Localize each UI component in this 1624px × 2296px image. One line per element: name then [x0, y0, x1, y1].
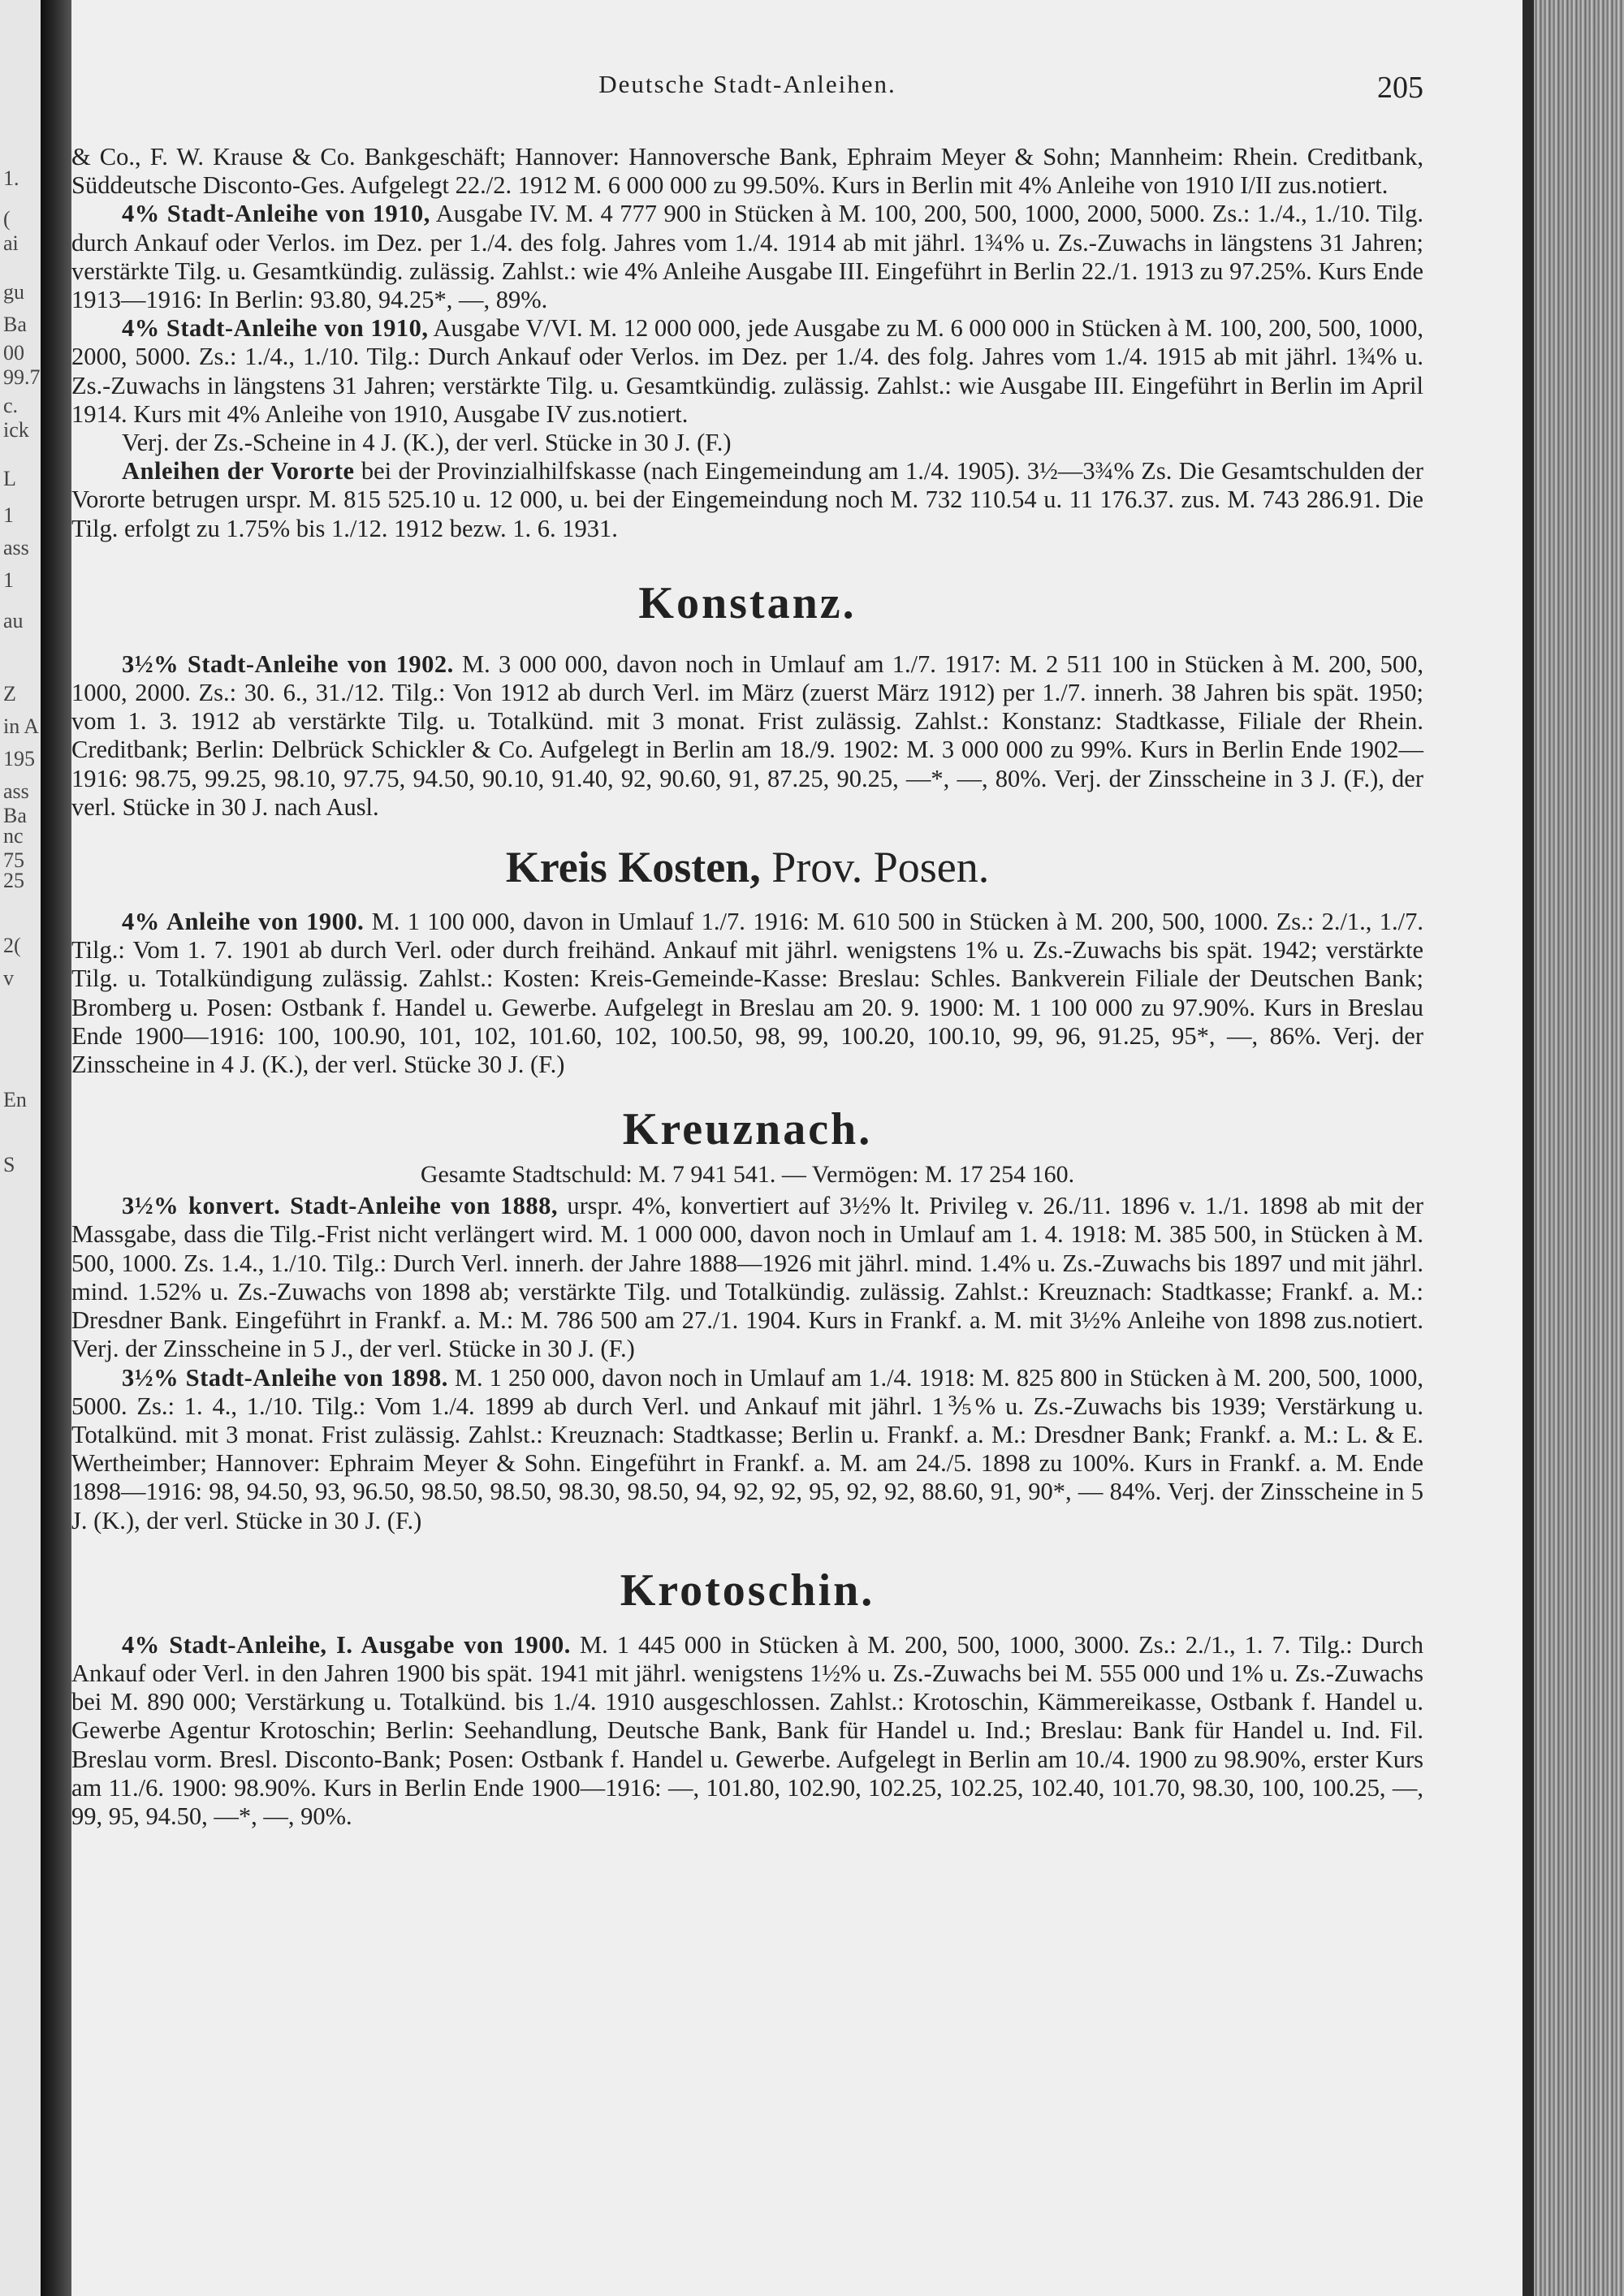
left-page-fragment: 1 — [3, 568, 14, 592]
entry-lead: 4% Stadt-Anleihe, I. Ausgabe von 1900. — [122, 1630, 571, 1659]
kreis-heading — [71, 841, 1423, 893]
left-page-fragment: 195 — [3, 747, 35, 770]
kreis-heading-bold: Kreis Kosten, — [505, 843, 761, 892]
left-page-fragment: 2( — [3, 934, 21, 957]
entry-paragraph — [71, 1631, 1423, 1831]
entry-lead: 3½% konvert. Stadt-Anleihe von 1888, — [122, 1192, 559, 1220]
left-page-fragment: En — [3, 1088, 27, 1111]
left-page-fragment: ass — [3, 536, 29, 559]
entry-paragraph — [71, 650, 1423, 822]
left-page-fragment: Ba — [3, 313, 27, 336]
entry-text: bei der Provinzialhilfskasse (nach Eingemeindung am 1./4. 1905). 3½—3¾% Zs. Die Gesamtschulden der Vororte betrugen urspr. M. 815 525.10 u. 12 000, u. bei der Eingemeindung noch M. 732 110.54 u. 11 176.37. zus. M. 743 286.91. Die Tilg. erfolgt zu 1.75% bis 1./12. 1912 bezw. 1. 6. 1931. — [71, 457, 1423, 542]
entry-text: Ausgabe IV. M. 4 777 900 in Stücken à M. 100, 200, 500, 1000, 2000, 5000. Zs.: 1./4., 1./10. Tilg. durch Ankauf oder Verlos. im Dez. per 1./4. des folg. Jahres vom 1./4. 1914 ab mit jährl. 1¾% u. Zs.-Zuwachs in längstens 31 Jahren; verstärkte Tilg. u. Gesamtkündig. zulässig. Zahlst.: wie 4% Anleihe Ausgabe III. Eingeführt in Berlin 22./1. 1913 zu 97.25%. Kurs Ende 1913—1916: In Berlin: 93.80, 94.25*, —, 89%. — [71, 200, 1423, 314]
left-page-fragment: L — [3, 467, 16, 490]
left-page-fragment: Ba — [3, 804, 27, 827]
entry-text: M. 3 000 000, davon noch in Umlauf am 1./7. 1917: M. 2 511 100 in Stücken à M. 200, 500, 1000, 2000. Zs.: 30. 6., 31./12. Tilg.: Von 1912 ab durch Verl. im März (zuerst März 1912) per 1./7. innerh. 38 Jahren bis spät. 1950; vom 1. 3. 1912 ab verstärkte Tilg. u. Totalkünd. mit 3 monat. Frist zulässig. Zahlst.: Konstanz: Stadtkasse, Filiale der Rhein. Creditbank; Berlin: Delbrück Schickler & Co. Aufgelegt in Berlin am 18./9. 1902: M. 3 000 000 zu 99%. Kurs in Berlin Ende 1902—1916: 98.75, 99.25, 98.10, 97.75, 94.50, 90.10, 91.40, 92, 90.60, 91, 87.25, 90.25, —*, —, 80%. Verj. der Zinsscheine in 3 J. (F.), der verl. Stücke in 30 J. nach Ausl. — [71, 650, 1423, 821]
entry-paragraph — [71, 143, 1423, 200]
left-page-fragment: ai — [3, 231, 19, 255]
left-page-fragment: c. — [3, 394, 19, 417]
left-page-fragment: gu — [3, 280, 24, 304]
left-page-edge — [0, 0, 41, 2296]
left-page-fragment: 25 — [3, 869, 24, 892]
entry-text: & Co., F. W. Krause & Co. Bankgeschäft; Hannover: Hannoversche Bank, Ephraim Meyer & Sohn; Mannheim: Rhein. Creditbank, Süddeutsche Disconto-Ges. Aufgelegt 22./2. 1912 M. 6 000 000 zu 99.50%. Kurs in Berlin mit 4% Anleihe von 1910 I/II zus.notiert. — [71, 143, 1423, 200]
left-page-fragment: 1. — [3, 166, 19, 190]
city-subhead: Gesamte Stadtschuld: M. 7 941 541. — Vermögen: M. 17 254 160. — [420, 1161, 1075, 1189]
entry-text: M. 1 100 000, davon in Umlauf 1./7. 1916: M. 610 500 in Stücken à M. 200, 500, 1000. Zs.: 2./1., 1./7. Tilg.: Vom 1. 7. 1901 ab durch Verl. oder durch freihänd. Ankauf mit jährl. wenigstens 1% u. Zs.-Zuwachs bis spät. 1942; verstärkte Tilg. u. Totalkündigung zulässig. Zahlst.: Kosten: Kreis-Gemeinde-Kasse: Breslau: Schles. Bankverein Filiale der Deutschen Bank; Bromberg u. Posen: Ostbank f. Handel u. Gewerbe. Aufgelegt in Breslau am 20. 9. 1900: M. 1 100 000 zu 97.90%. Kurs in Breslau Ende 1900—1916: 100, 100.90, 101, 102, 101.60, 102, 100.50, 98, 99, 100.20, 100.10, 99, 96, 91.25, 95*, —, 86%. Verj. der Zinsscheine in 4 J. (K.), der verl. Stücke 30 J. (F.) — [71, 908, 1423, 1079]
entry-paragraph — [71, 200, 1423, 314]
book-gutter — [41, 0, 71, 2296]
entry-lead: 4% Stadt-Anleihe von 1910, — [122, 314, 429, 343]
kreis-heading-rest: Prov. Posen. — [760, 843, 990, 892]
left-page-fragment: au — [3, 609, 24, 632]
left-page-fragment: ass — [3, 779, 29, 803]
running-head — [71, 70, 1423, 105]
entry-paragraph — [71, 457, 1423, 543]
entry-paragraph — [71, 1364, 1423, 1535]
city-heading: Kreuznach. — [622, 1104, 873, 1155]
page-edges — [1522, 0, 1624, 2296]
text-area — [71, 143, 1423, 1831]
left-page-fragment: ( — [3, 207, 11, 231]
left-page-fragment: Z — [3, 682, 16, 706]
entry-text: Verj. der Zs.-Scheine in 4 J. (K.), der verl. Stücke in 30 J. (F.) — [122, 429, 732, 457]
left-page-fragment: v — [3, 966, 14, 990]
entry-text: M. 1 445 000 in Stücken à M. 200, 500, 1000, 3000. Zs.: 2./1., 1. 7. Tilg.: Durch Ankauf oder Verl. in den Jahren 1900 bis spät. 1941 mit jährl. wenigstens 1½% u. Zs.-Zuwachs bei M. 555 000 und 1% u. Zs.-Zuwachs bei M. 890 000; Verstärkung u. Totalkünd. bis 1./4. 1910 ausgeschlossen. Zahlst.: Krotoschin, Kämmereikasse, Ostbank f. Handel u. Gewerbe Agentur Krotoschin; Berlin: Seehandlung, Deutsche Bank, Bank für Handel u. Ind.; Breslau: Bank für Handel u. Ind. Fil. Breslau vorm. Bresl. Disconto-Bank; Posen: Ostbank f. Handel u. Gewerbe. Aufgelegt in Berlin am 10./4. 1900 zu 98.90%, erster Kurs am 11./6. 1900: 98.90%. Kurs in Berlin Ende 1900—1916: —, 101.80, 102.90, 102.25, 102.25, 102.40, 101.70, 98.30, 100, 100.25, —, 99, 95, 94.50, —*, —, 90%. — [71, 1630, 1424, 1830]
book-page — [71, 0, 1522, 2296]
entry-paragraph — [71, 429, 1423, 457]
left-page-fragment: ick — [3, 418, 29, 442]
entry-lead: 4% Stadt-Anleihe von 1910, — [122, 200, 430, 228]
city-heading: Konstanz. — [638, 577, 857, 628]
entry-lead: 3½% Stadt-Anleihe von 1898. — [122, 1363, 448, 1392]
running-title: Deutsche Stadt-Anleihen. — [598, 70, 896, 98]
left-page-fragment: 1 — [3, 503, 14, 527]
entry-paragraph — [71, 314, 1423, 429]
entry-text: M. 1 250 000, davon noch in Umlauf am 1./4. 1918: M. 825 800 in Stücken à M. 200, 500, 1000, 5000. Zs.: 1. 4., 1./10. Tilg.: Vom 1./4. 1899 ab durch Verl. und Ankauf mit jährl. 1⅗% u. Zs.-Zuwachs bis 1939; Verstärkung u. Totalkünd. mit 3 monat. Frist zulässig. Zahlst.: Kreuznach: Stadtkasse; Berlin u. Frankf. a. M.: Dresdner Bank; Frankf. a. M.: L. & E. Wertheimber; Hannover: Ephraim Meyer & Sohn. Eingeführt in Frankf. a. M. am 24./5. 1898 zu 100%. Kurs in Frankf. a. M. Ende 1898—1916: 98, 94.50, 93, 96.50, 98.50, 98.50, 98.30, 98.50, 94, 92, 92, 95, 92, 92, 88.60, 91, 90*, — 84%. Verj. der Zinsscheine in 5 J. (K.), der verl. Stücke in 30 J. (F.) — [71, 1363, 1423, 1534]
entry-lead: Anleihen der Vororte — [122, 457, 355, 486]
left-page-fragment: nc — [3, 824, 24, 848]
left-page-fragment: 75 — [3, 848, 24, 872]
page-number: 205 — [1377, 71, 1423, 105]
entry-paragraph — [71, 908, 1423, 1079]
left-page-fragment: in A — [3, 714, 40, 738]
entry-lead: 3½% Stadt-Anleihe von 1902. — [122, 650, 454, 678]
left-page-fragment: 00 — [3, 341, 24, 365]
left-page-fragment: S — [3, 1153, 15, 1176]
entry-text: Ausgabe V/VI. M. 12 000 000, jede Ausgabe zu M. 6 000 000 in Stücken à M. 100, 200, 500, 1000, 2000, 5000. Zs.: 1./4., 1./10. Tilg.: Durch Ankauf oder Verlos. im Dez. per 1./4. des folg. Jahres vom 1./4. 1915 ab mit jährl. 1¾% u. Zs.-Zuwachs in längstens 31 Jahren; verstärkte Tilg. u. Gesamtkündig. zulässig. Zahlst.: wie Ausgabe III. Eingeführt in Berlin im April 1914. Kurs mit 4% Anleihe von 1910, Ausgabe IV zus.notiert. — [71, 314, 1423, 428]
left-page-fragment: 99.7 — [3, 365, 41, 389]
entry-paragraph — [71, 1192, 1423, 1363]
city-heading: Krotoschin. — [620, 1564, 875, 1616]
entry-text: urspr. 4%, konvertiert auf 3½% lt. Privileg v. 26./11. 1896 v. 1./1. 1898 ab mit der Massgabe, dass die Tilg.-Frist nicht verlängert wird. M. 1 000 000, davon noch in Umlauf am 1. 4. 1918: M. 385 500, in Stücken à M. 500, 1000. Zs. 1.4., 1./10. Tilg.: Durch Verl. innerh. der Jahre 1888—1926 mit jährl. mind. 1.4% u. Zs.-Zuwachs bis 1897 und mit jährl. mind. 1.52% u. Zs.-Zuwachs von 1898 ab; verstärkte Tilg. und Totalkündig. zulässig. Zahlst.: Kreuznach: Stadtkasse; Frankf. a. M.: Dresdner Bank. Eingeführt in Frankf. a. M.: M. 786 500 am 27./1. 1904. Kurs in Frankf. a. M. mit 3½% Anleihe von 1898 zus.notiert. Verj. der Zinsscheine in 5 J., der verl. Stücke in 30 J. (F.) — [71, 1192, 1424, 1363]
entry-lead: 4% Anleihe von 1900. — [122, 908, 365, 936]
